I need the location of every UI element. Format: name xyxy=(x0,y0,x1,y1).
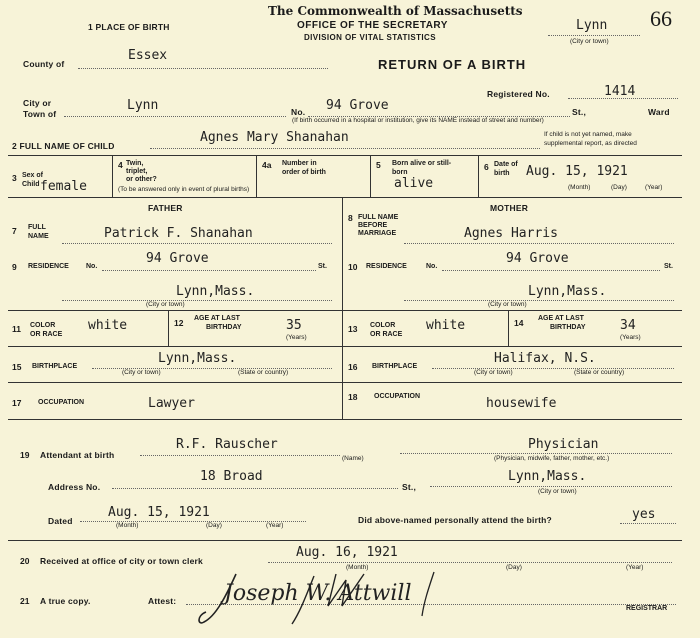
mother-residence-city: Lynn,Mass. xyxy=(528,284,607,299)
ward-label: Ward xyxy=(648,107,670,117)
mother-years-caption: (Years) xyxy=(620,334,641,341)
father-occupation-num: 17 xyxy=(12,398,22,408)
father-occupation-label: OCCUPATION xyxy=(38,399,85,406)
town-of-label: Town of xyxy=(23,109,57,119)
place-of-birth-label: 1 PLACE OF BIRTH xyxy=(88,22,170,32)
order-label-2: order of birth xyxy=(282,169,326,176)
child-name-line xyxy=(150,148,540,149)
twin-num: 4 xyxy=(118,160,123,170)
row3-divider-2 xyxy=(256,155,257,197)
plural-note: (To be answered only in event of plural births) xyxy=(118,186,250,193)
return-of-birth-title: RETURN OF A BIRTH xyxy=(378,57,527,72)
mother-color-num: 13 xyxy=(348,324,358,334)
twin-label-3: or other? xyxy=(126,176,157,183)
registered-value: 1414 xyxy=(604,84,636,99)
mother-birthplace-value: Halifax, N.S. xyxy=(494,351,596,366)
mother-name-num: 8 xyxy=(348,213,353,223)
date-year-caption: (Year) xyxy=(645,184,663,191)
received-day-caption: (Day) xyxy=(506,564,522,571)
address-city-value: Lynn,Mass. xyxy=(508,469,587,484)
father-color-num: 11 xyxy=(12,324,21,334)
attend-value: yes xyxy=(632,507,656,522)
received-month-caption: (Month) xyxy=(346,564,369,571)
sex-label-2: Child xyxy=(22,181,40,188)
mother-age-value: 34 xyxy=(620,318,636,333)
row3-divider-3 xyxy=(370,155,371,197)
father-residence-num: 9 xyxy=(12,262,17,272)
child-note-2: supplemental report, as directed xyxy=(544,140,637,147)
county-label: County of xyxy=(23,59,65,69)
father-years-caption: (Years) xyxy=(286,334,307,341)
alive-label-1: Born alive or still- xyxy=(392,160,452,167)
mother-bp-state-caption: (State or country) xyxy=(574,369,625,376)
sex-label-1: Sex of xyxy=(22,172,44,179)
attendant-name-caption: (Name) xyxy=(342,455,364,462)
received-value: Aug. 16, 1921 xyxy=(296,545,398,560)
child-name-label: 2 FULL NAME OF CHILD xyxy=(12,141,115,151)
street-no-label: No. xyxy=(291,107,306,117)
mother-residence-st: St. xyxy=(664,263,673,270)
true-copy-label: A true copy. xyxy=(40,596,91,606)
occupation-row-top xyxy=(8,382,682,383)
attendant-role-caption: (Physician, midwife, father, mother, etc.) xyxy=(494,455,610,462)
dated-month-caption: (Month) xyxy=(116,522,139,529)
address-city-caption: (City or town) xyxy=(538,488,577,495)
city-town-line xyxy=(64,116,286,117)
header-city-value: Lynn xyxy=(576,18,608,33)
attendant-section-top xyxy=(8,419,682,420)
father-residence-city: Lynn,Mass. xyxy=(176,284,255,299)
father-residence-label: RESIDENCE xyxy=(28,263,69,270)
father-name-value: Patrick F. Shanahan xyxy=(104,226,253,241)
father-age-label-1: AGE AT LAST xyxy=(194,315,240,322)
mother-name-value: Agnes Harris xyxy=(464,226,558,241)
attest-num: 21 xyxy=(20,596,30,606)
parents-divider xyxy=(342,197,343,419)
row3-divider-1 xyxy=(112,155,113,197)
color-row-top xyxy=(8,310,682,311)
father-residence-st: St. xyxy=(318,263,327,270)
header-city-line xyxy=(548,35,640,36)
father-name-label-1: FULL xyxy=(28,224,46,231)
mother-name-label-3: MARRIAGE xyxy=(358,230,397,237)
hospital-note: (If birth occurred in a hospital or institution, give its NAME instead of street and number) xyxy=(292,117,544,124)
mother-color-label-1: COLOR xyxy=(370,322,396,329)
address-city-line xyxy=(430,486,672,487)
father-name-num: 7 xyxy=(12,226,17,236)
mother-city-line xyxy=(404,300,674,301)
date-day-caption: (Day) xyxy=(611,184,627,191)
address-value: 18 Broad xyxy=(200,469,263,484)
alive-value: alive xyxy=(394,176,434,191)
mother-birthplace-label: BIRTHPLACE xyxy=(372,363,418,370)
division-heading: DIVISION OF VITAL STATISTICS xyxy=(304,33,436,42)
date-num: 6 xyxy=(484,162,489,172)
dated-value: Aug. 15, 1921 xyxy=(108,505,210,520)
date-value: Aug. 15, 1921 xyxy=(526,164,628,179)
sex-num: 3 xyxy=(12,173,17,183)
father-age-label-2: BIRTHDAY xyxy=(206,324,242,331)
attend-line xyxy=(620,523,676,524)
mother-bp-city-caption: (City or town) xyxy=(474,369,513,376)
attendant-name-line xyxy=(140,455,340,456)
mother-age-label-2: BIRTHDAY xyxy=(550,324,586,331)
address-line xyxy=(112,488,398,489)
attend-question: Did above-named personally attend the birth? xyxy=(358,515,552,525)
mother-birthplace-num: 16 xyxy=(348,362,358,372)
twin-label-1: Twin, xyxy=(126,160,144,167)
mother-age-label-1: AGE AT LAST xyxy=(538,315,584,322)
date-label-2: birth xyxy=(494,170,510,177)
color-row-bottom xyxy=(8,346,682,347)
mother-heading: MOTHER xyxy=(490,203,529,213)
mother-occupation-num: 18 xyxy=(348,392,358,402)
father-age-divider xyxy=(168,310,169,346)
attendant-name-value: R.F. Rauscher xyxy=(176,437,278,452)
alive-label-2: born xyxy=(392,169,408,176)
received-year-caption: (Year) xyxy=(626,564,644,571)
mother-residence-no-label: No. xyxy=(426,263,438,270)
attendant-num: 19 xyxy=(20,450,30,460)
father-bp-city-caption: (City or town) xyxy=(122,369,161,376)
registered-label: Registered No. xyxy=(487,89,550,99)
received-line xyxy=(268,562,672,563)
mother-occupation-label: OCCUPATION xyxy=(374,393,421,400)
street-value: 94 Grove xyxy=(326,98,389,113)
father-heading: FATHER xyxy=(148,203,183,213)
mother-name-label-1: FULL NAME xyxy=(358,214,399,221)
page-number: 66 xyxy=(650,6,672,31)
attendant-label: Attendant at birth xyxy=(40,450,115,460)
father-birthplace-value: Lynn,Mass. xyxy=(158,351,237,366)
father-age-num: 12 xyxy=(174,318,184,328)
order-num: 4a xyxy=(262,160,272,170)
mother-occupation-value: housewife xyxy=(486,396,557,411)
city-town-value: Lynn xyxy=(127,98,159,113)
order-label-1: Number in xyxy=(282,160,317,167)
father-residence-street: 94 Grove xyxy=(146,251,209,266)
mother-age-divider xyxy=(508,310,509,346)
father-age-value: 35 xyxy=(286,318,302,333)
mother-city-caption: (City or town) xyxy=(488,301,527,308)
attendant-role-line xyxy=(400,453,672,454)
mother-name-label-2: BEFORE xyxy=(358,222,388,229)
father-name-line xyxy=(62,243,332,244)
father-birthplace-num: 15 xyxy=(12,362,22,372)
father-color-label-1: COLOR xyxy=(30,322,56,329)
mother-residence-num: 10 xyxy=(348,262,358,272)
office-heading: OFFICE OF THE SECRETARY xyxy=(297,20,448,31)
address-label: Address No. xyxy=(48,482,101,492)
date-month-caption: (Month) xyxy=(568,184,591,191)
received-num: 20 xyxy=(20,556,30,566)
dated-year-caption: (Year) xyxy=(266,522,284,529)
child-name-value: Agnes Mary Shanahan xyxy=(200,130,349,145)
sex-value: female xyxy=(40,179,87,194)
father-occupation-value: Lawyer xyxy=(148,396,195,411)
address-st-label: St., xyxy=(402,482,417,492)
attendant-role-value: Physician xyxy=(528,437,599,452)
father-residence-line xyxy=(102,270,316,271)
header-city-caption: (City or town) xyxy=(570,38,609,45)
mother-birthplace-line xyxy=(432,368,674,369)
father-city-caption: (City or town) xyxy=(146,301,185,308)
commonwealth-heading: The Commonwealth of Massachusetts xyxy=(268,4,523,18)
row3-top-border xyxy=(8,155,682,156)
alive-num: 5 xyxy=(376,160,381,170)
father-name-label-2: NAME xyxy=(28,233,49,240)
mother-age-num: 14 xyxy=(514,318,524,328)
mother-residence-label: RESIDENCE xyxy=(366,263,407,270)
child-note-1: If child is not yet named, make xyxy=(544,131,632,138)
city-or-label: City or xyxy=(23,98,52,108)
twin-label-2: triplet, xyxy=(126,168,148,175)
father-residence-no-label: No. xyxy=(86,263,98,270)
county-line xyxy=(78,68,328,69)
father-city-line xyxy=(62,300,332,301)
dated-label: Dated xyxy=(48,516,73,526)
received-section-top xyxy=(8,540,682,541)
mother-name-line xyxy=(404,243,674,244)
county-value: Essex xyxy=(128,48,168,63)
street-st-label: St., xyxy=(572,107,587,117)
father-bp-state-caption: (State or country) xyxy=(238,369,289,376)
registrar-signature xyxy=(196,566,486,630)
mother-color-label-2: OR RACE xyxy=(370,331,403,338)
father-color-value: white xyxy=(88,318,128,333)
signature-text: Joseph W. Attwill xyxy=(224,581,412,606)
date-label-1: Date of xyxy=(494,161,518,168)
dated-day-caption: (Day) xyxy=(206,522,222,529)
father-birthplace-label: BIRTHPLACE xyxy=(32,363,78,370)
row3-bottom-border xyxy=(8,197,682,198)
father-color-label-2: OR RACE xyxy=(30,331,63,338)
received-label: Received at office of city or town clerk xyxy=(40,556,203,566)
registrar-label: REGISTRAR xyxy=(626,605,668,612)
mother-color-value: white xyxy=(426,318,466,333)
row3-divider-4 xyxy=(478,155,479,197)
mother-residence-street: 94 Grove xyxy=(506,251,569,266)
registered-line xyxy=(568,98,678,99)
mother-residence-line xyxy=(442,270,660,271)
attest-label: Attest: xyxy=(148,596,177,606)
